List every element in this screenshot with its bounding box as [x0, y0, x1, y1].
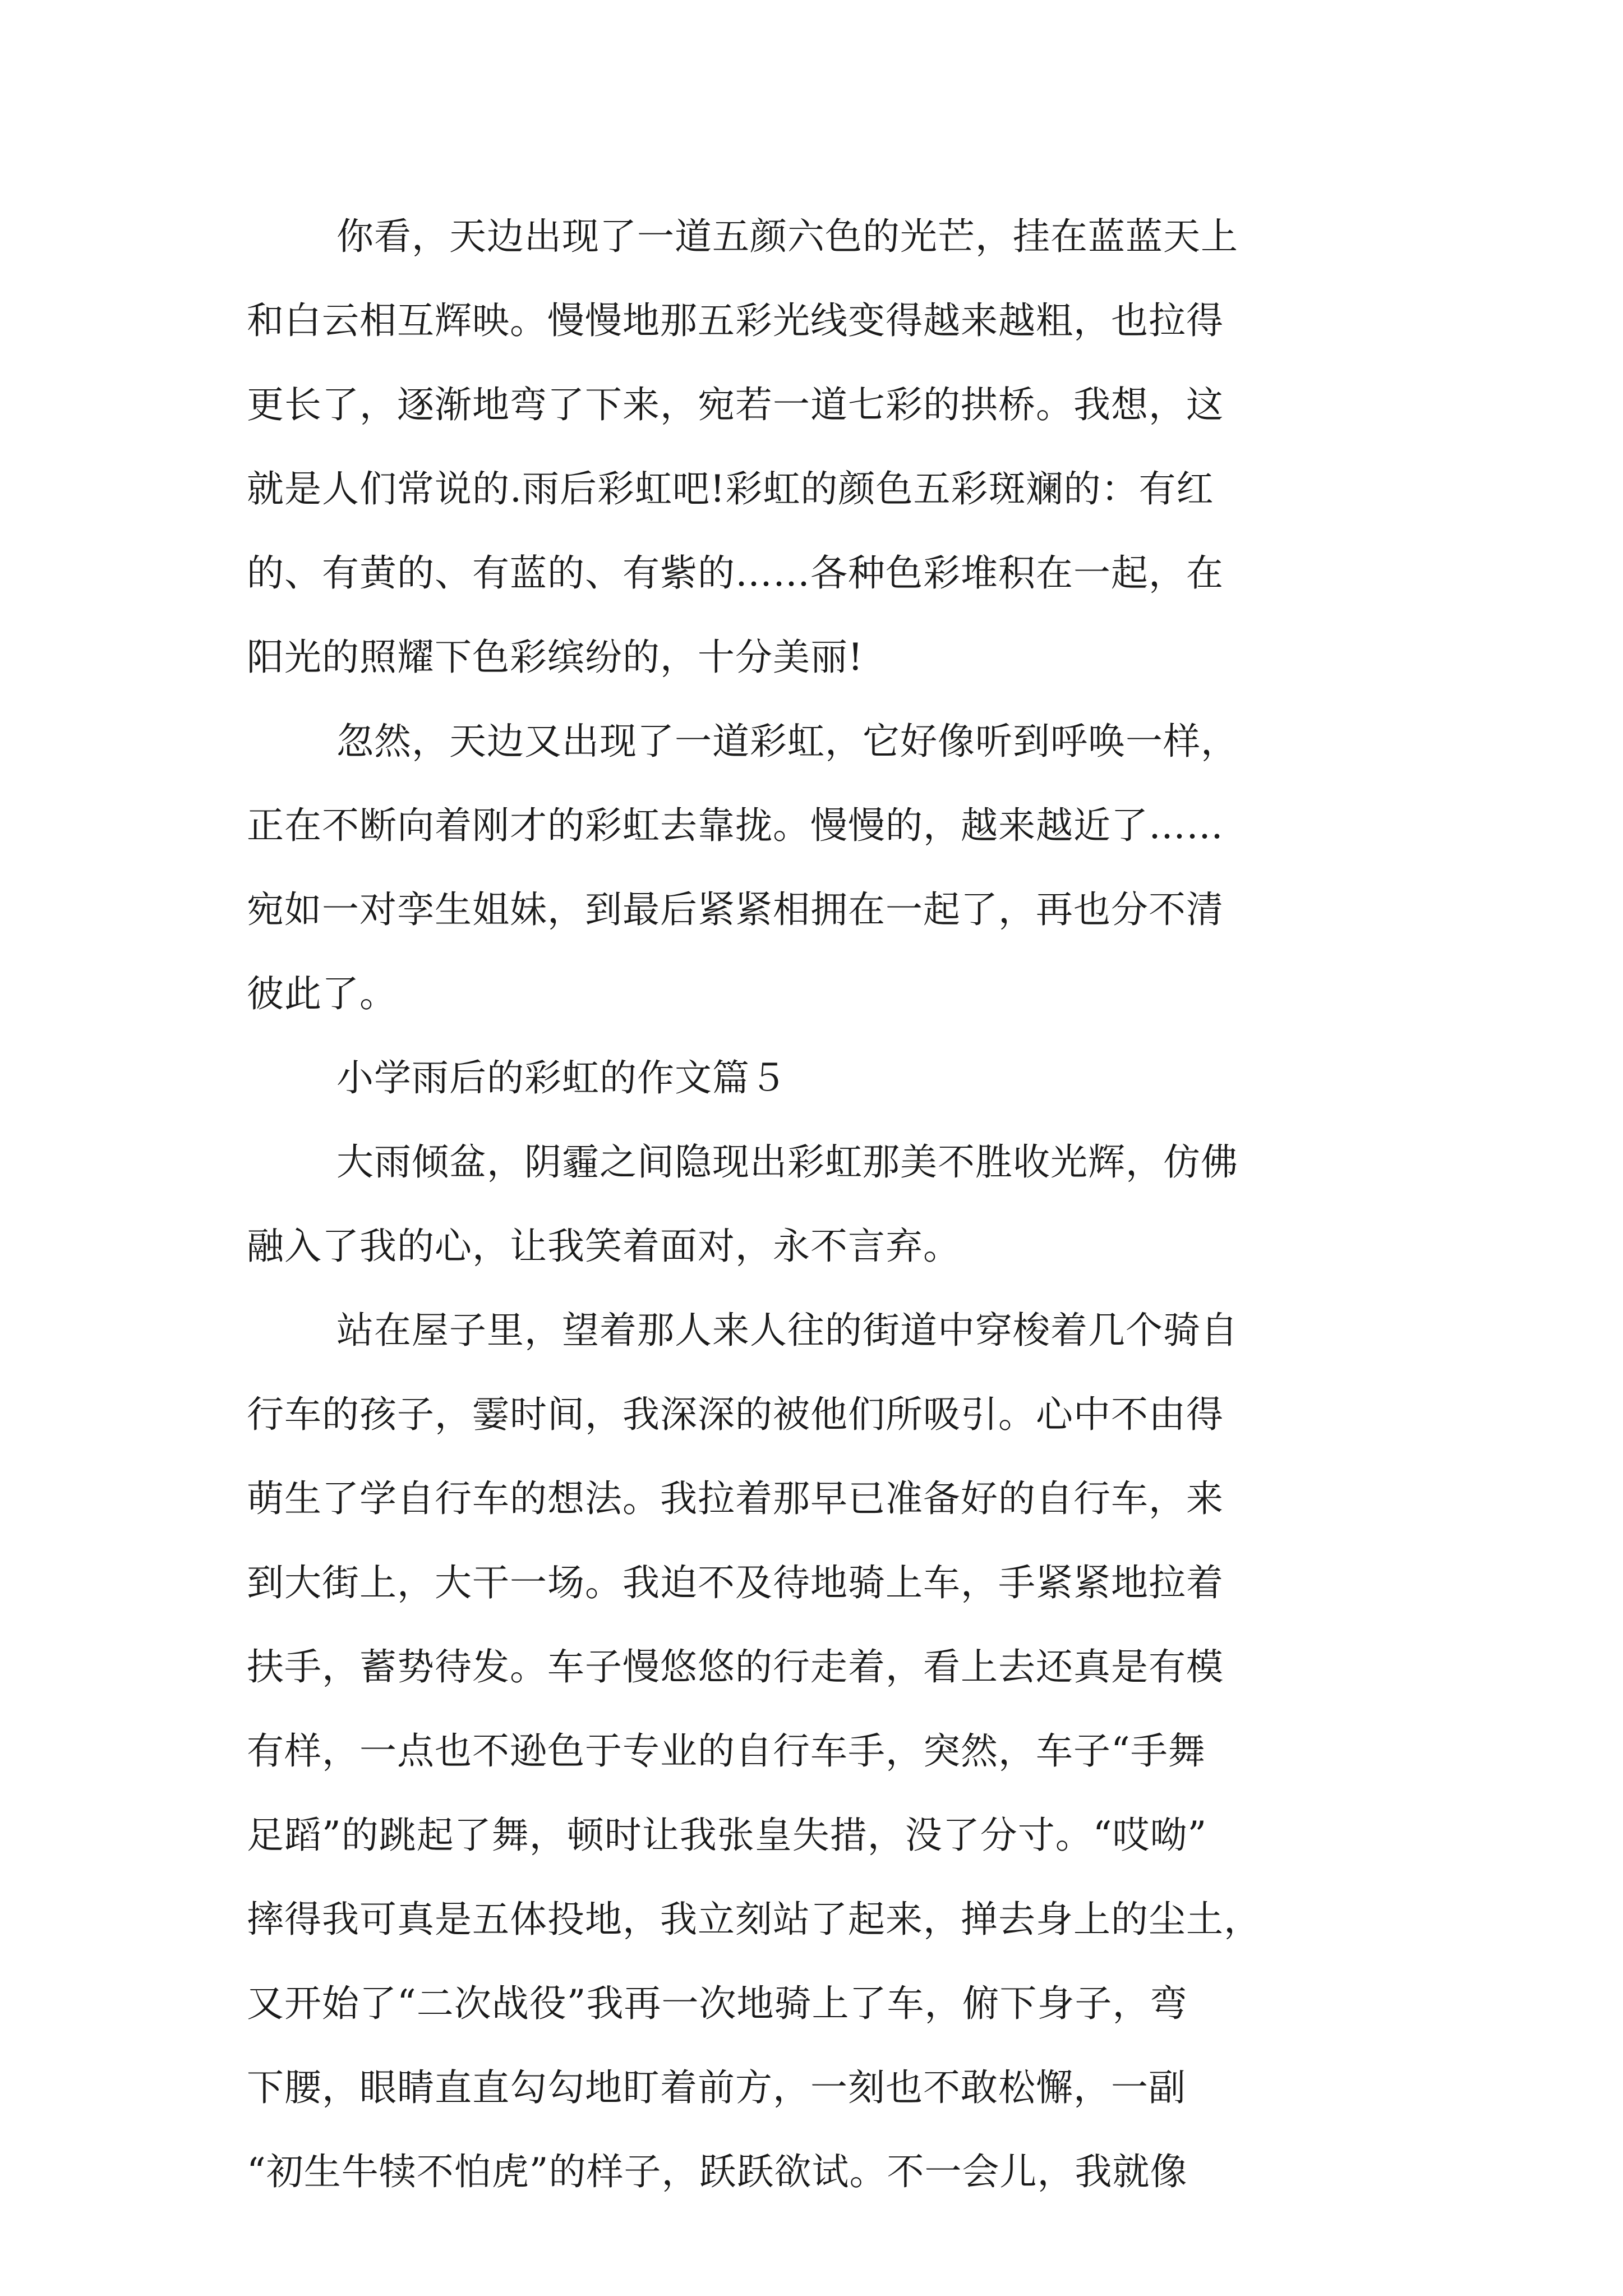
text-line: 萌生了学自行车的想法。我拉着那早已准备好的自行车，来: [247, 1477, 1224, 1520]
text-line: 正在不断向着刚才的彩虹去靠拢。慢慢的，越来越近了……: [247, 804, 1224, 847]
text-line: 忽然，天边又出现了一道彩虹，它好像听到呼唤一样，: [336, 720, 1238, 763]
text-line: 阳光的照耀下色彩缤纷的，十分美丽!: [247, 636, 864, 679]
text-line: 和白云相互辉映。慢慢地那五彩光线变得越来越粗，也拉得: [247, 299, 1224, 342]
text-line: 站在屋子里，望着那人来人往的街道中穿梭着几个骑自: [336, 1309, 1238, 1352]
text-line: 到大街上，大干一场。我迫不及待地骑上车，手紧紧地拉着: [247, 1561, 1224, 1604]
text-line: 又开始了“二次战役”我再一次地骑上了车，俯下身子，弯: [247, 1982, 1188, 2025]
text-line: 的、有黄的、有蓝的、有紫的……各种色彩堆积在一起，在: [247, 551, 1224, 595]
text-line: 扶手，蓄势待发。车子慢悠悠的行走着，看上去还真是有模: [247, 1645, 1224, 1688]
text-line: 你看，天边出现了一道五颜六色的光芒，挂在蓝蓝天上: [336, 215, 1238, 258]
text-line: 下腰，眼睛直直勾勾地盯着前方，一刻也不敢松懈，一副: [247, 2066, 1186, 2109]
section-heading: 小学雨后的彩虹的作文篇５: [336, 1056, 787, 1099]
text-line: 摔得我可真是五体投地，我立刻站了起来，掸去身上的尘土，: [247, 1898, 1261, 1941]
text-line: 有样，一点也不逊色于专业的自行车手，突然，车子“手舞: [247, 1729, 1206, 1773]
text-line: 宛如一对孪生姐妹，到最后紧紧相拥在一起了，再也分不清: [247, 888, 1224, 931]
text-line: 就是人们常说的.雨后彩虹吧!彩虹的颜色五彩斑斓的：有红: [247, 467, 1214, 510]
text-line: 足蹈”的跳起了舞，顿时让我张皇失措，没了分寸。“哎呦”: [247, 1814, 1207, 1857]
text-line: 融入了我的心，让我笑着面对，永不言弃。: [247, 1225, 961, 1268]
text-line: 彼此了。: [247, 972, 397, 1015]
text-line: 大雨倾盆，阴霾之间隐现出彩虹那美不胜收光辉，仿佛: [336, 1140, 1238, 1184]
text-line: “初生牛犊不怕虎”的样子，跃跃欲试。不一会儿，我就像: [247, 2150, 1188, 2193]
text-line: 更长了，逐渐地弯了下来，宛若一道七彩的拱桥。我想，这: [247, 383, 1224, 426]
text-line: 行车的孩子，霎时间，我深深的被他们所吸引。心中不由得: [247, 1393, 1224, 1436]
